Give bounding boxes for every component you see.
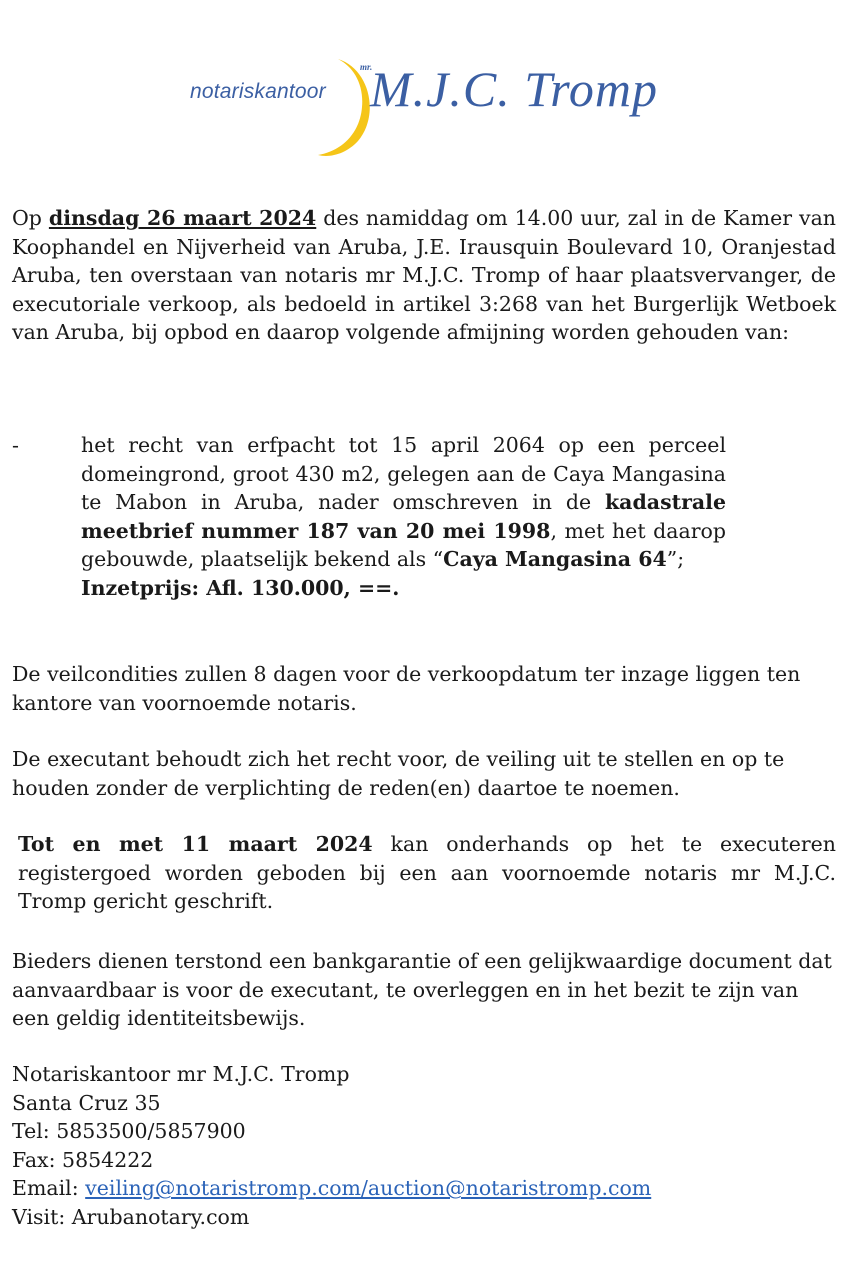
conditions-paragraph: De veilcondities zullen 8 dagen voor de verkoopdatum ter inzage liggen ten kantore van voornoemde notaris. [12,662,801,715]
logo-mr: mr. [360,62,373,72]
bidders-paragraph: Bieders dienen terstond een bankgarantie of een gelijkwaardige document dat aanvaardbaar is voor de executant, te overleggen en in het bezit te zijn van een geldig identiteitsbewijs. [12,949,832,1031]
property-address: Caya Mangasina 64 [443,547,667,572]
property-text-e: ”; [666,547,685,572]
starting-price: Inzetprijs: Afl. 130.000, ==. [81,575,400,600]
contact-office: Notariskantoor mr M.J.C. Tromp [12,1062,350,1086]
postpone-paragraph: De executant behoudt zich het recht voor, de veiling uit te stellen en op te houden zonder de verplichting de reden(en) daartoe te noemen. [12,747,785,800]
contact-tel: Tel: 5853500/5857900 [12,1119,246,1144]
intro-paragraph [12,204,836,347]
property-text-a: het recht van erfpacht tot 15 april 2064 op een perceel domeingrond, groot 430 m2, gelegen aan de Caya Mangasina te Mabon in Aruba, nader omschreven in de [81,433,726,515]
property-meetbrief: kadastrale meetbrief nummer 187 van 20 mei 1998 [81,490,726,543]
private-bid-paragraph [18,830,836,916]
auction-date: dinsdag 26 maart 2024 [48,206,317,230]
email-link[interactable]: veiling@notaristromp.com/auction@notaristromp.com [85,1176,652,1201]
contact-email-row [12,1174,651,1203]
logo-prefix: notariskantoor [190,80,326,103]
contact-visit: Visit: Arubanotary.com [12,1204,250,1229]
contact-block [12,1060,651,1232]
private-bid-text: kan onderhands op het te executeren registergoed worden geboden bij een aan voornoemde notaris mr M.J.C. Tromp gericht geschrift. [18,832,836,914]
contact-fax: Fax: 5854222 [12,1147,154,1172]
intro-op: Op [12,206,49,230]
private-bid-deadline: Tot en met 11 maart 2024 [18,832,373,856]
property-item [81,431,726,603]
intro-text: des namiddag om 14.00 uur, zal in de Kamer van Koophandel en Nijverheid van Aruba, J.E. Irausquin Boulevard 10, Oranjestad Aruba, ten overstaan van notaris mr M.J.C. Tromp of haar plaatsvervanger, de executoriale verkoop, als bedoeld in artikel 3:268 van het Burgerlijk Wetboek van Aruba, bij opbod en daarop volgende afmijning worden gehouden van: [12,206,836,345]
contact-address: Santa Cruz 35 [12,1090,161,1115]
list-dash: - [12,433,19,457]
logo-name: M.J.C. Tromp [370,61,658,117]
contact-email-label: Email: [12,1176,86,1201]
property-text-c: , met het daarop gebouwde, plaatselijk bekend als “ [81,518,726,572]
